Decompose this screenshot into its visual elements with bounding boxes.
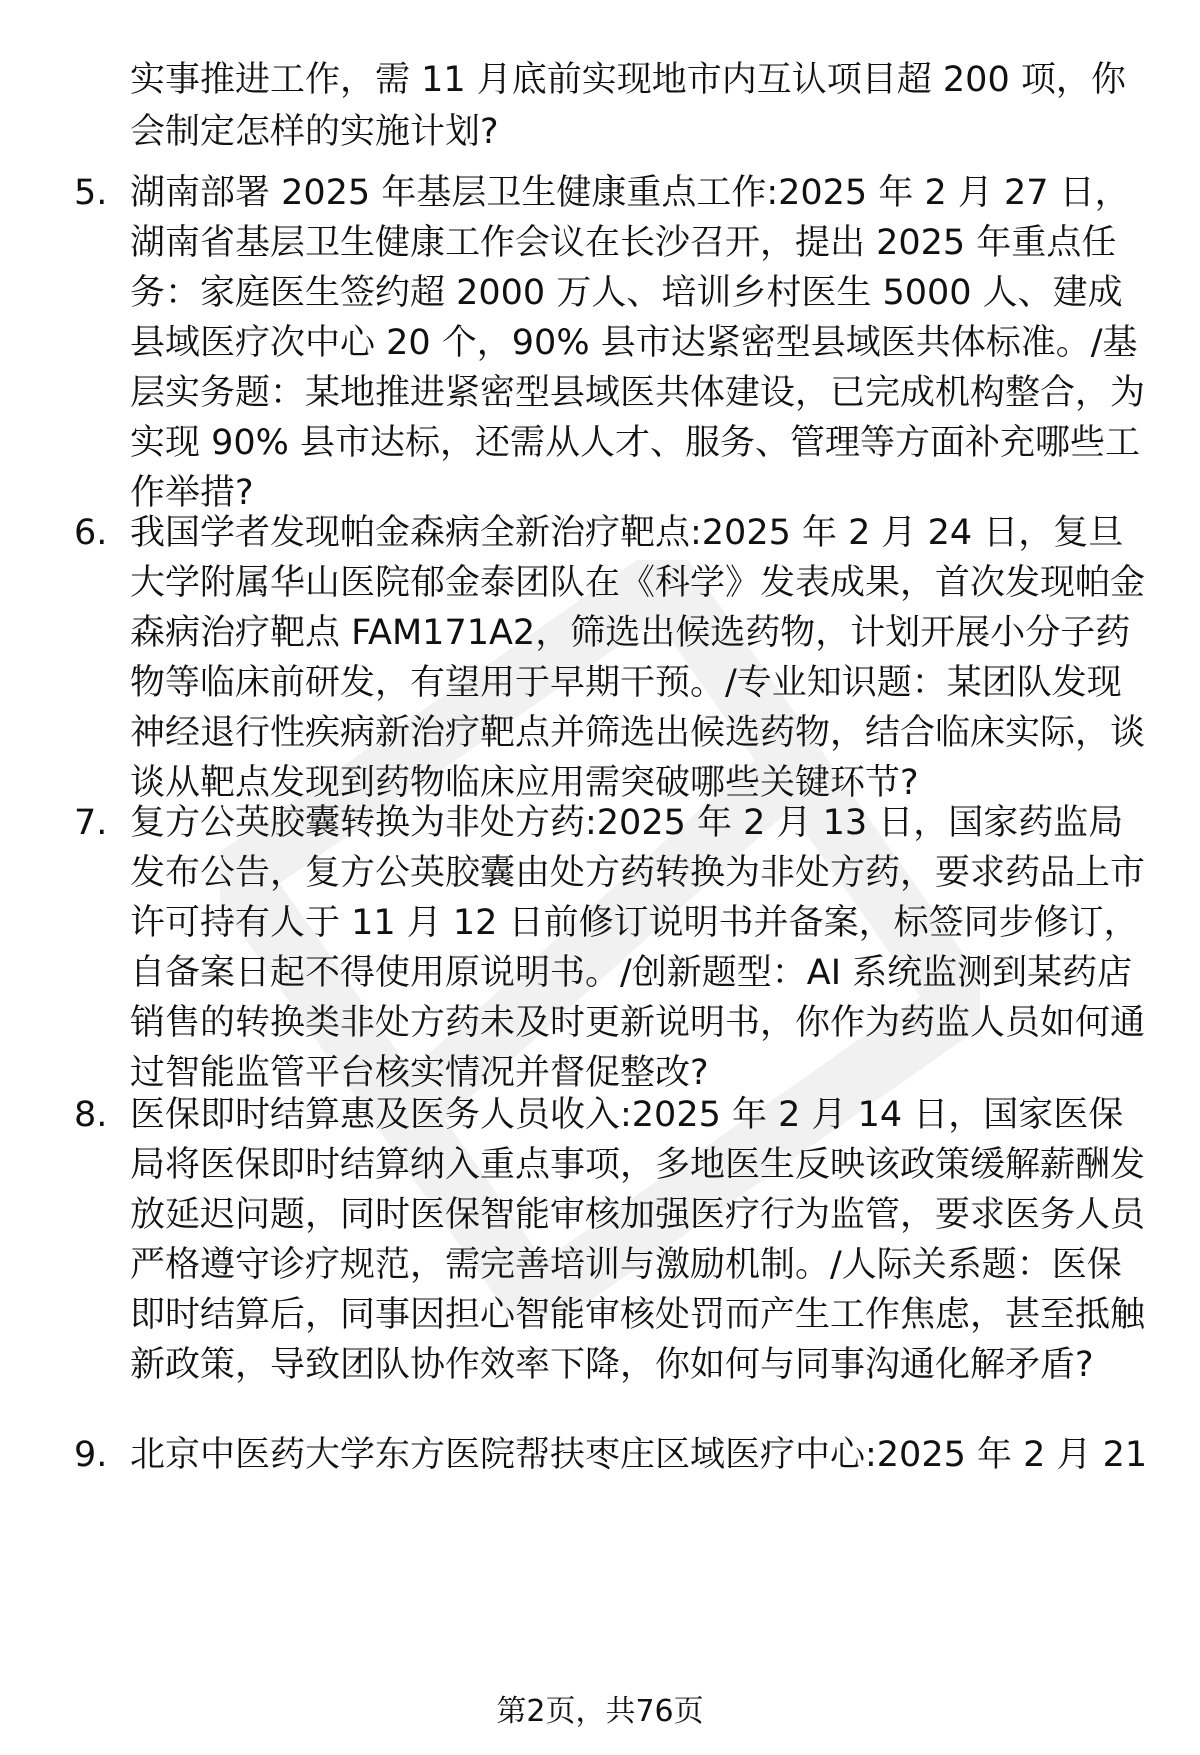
item-text: 湖南部署 2025 年基层卫生健康重点工作:2025 年 2 月 27 日，湖南省基层卫生健康工作会议在长沙召开，提出 2025 年重点任务：家庭医生签约超 2000 万人、培训乡村医生 5000 人、建成县域医疗次中心 20 个，90% 县市达紧密型县域医共体标准。/基层实务题：某地推进紧密型县域医共体建设，已完成机构整合，为实现 90% 县市达标，还需从人才、服务、管理等方面补充哪些工作举措? — [130, 173, 1146, 513]
item-text: 我国学者发现帕金森病全新治疗靶点:2025 年 2 月 24 日，复旦大学附属华山医院郁金泰团队在《科学》发表成果，首次发现帕金森病治疗靶点 FAM171A2，筛选出候选药物，计划开展小分子药物等临床前研发，有望用于早期干预。/专业知识题：某团队发现神经退行性疾病新治疗靶点并筛选出候选药物，结合临床实际，谈谈从靶点发现到药物临床应用需突破哪些关键环节? — [130, 513, 1146, 803]
item-text: 复方公英胶囊转换为非处方药:2025 年 2 月 13 日，国家药监局发布公告，复方公英胶囊由处方药转换为非处方药，要求药品上市许可持有人于 11 月 12 日前修订说明书并备案，标签同步修订，自备案日起不得使用原说明书。/创新题型：AI 系统监测到某药店销售的转换类非处方药未及时更新说明书，你作为药监人员如何通过智能监管平台核实情况并督促整改? — [130, 803, 1146, 1093]
item-number: 6. — [74, 513, 108, 553]
item-number: 9. — [74, 1435, 108, 1475]
list-item — [74, 1430, 1154, 1480]
list-item — [74, 168, 1154, 518]
item-text: 北京中医药大学东方医院帮扶枣庄区域医疗中心:2025 年 2 月 21 — [130, 1435, 1148, 1475]
list-item — [74, 1090, 1154, 1390]
item-text: 医保即时结算惠及医务人员收入:2025 年 2 月 14 日，国家医保局将医保即时结算纳入重点事项，多地医生反映该政策缓解薪酬发放延迟问题，同时医保智能审核加强医疗行为监管，要求医务人员严格遵守诊疗规范，需完善培训与激励机制。/人际关系题：医保即时结算后，同事因担心智能审核处罚而产生工作焦虑，甚至抵触新政策，导致团队协作效率下降，你如何与同事沟通化解矛盾? — [130, 1095, 1146, 1385]
list-item — [74, 798, 1154, 1098]
item-number: 8. — [74, 1095, 108, 1135]
item-number: 7. — [74, 803, 108, 843]
list-item — [74, 508, 1154, 808]
page-footer: 第2页，共76页 — [496, 1694, 704, 1729]
continuation-paragraph: 实事推进工作，需 11 月底前实现地市内互认项目超 200 项，你会制定怎样的实施计划? — [130, 60, 1126, 152]
item-number: 5. — [74, 173, 108, 213]
